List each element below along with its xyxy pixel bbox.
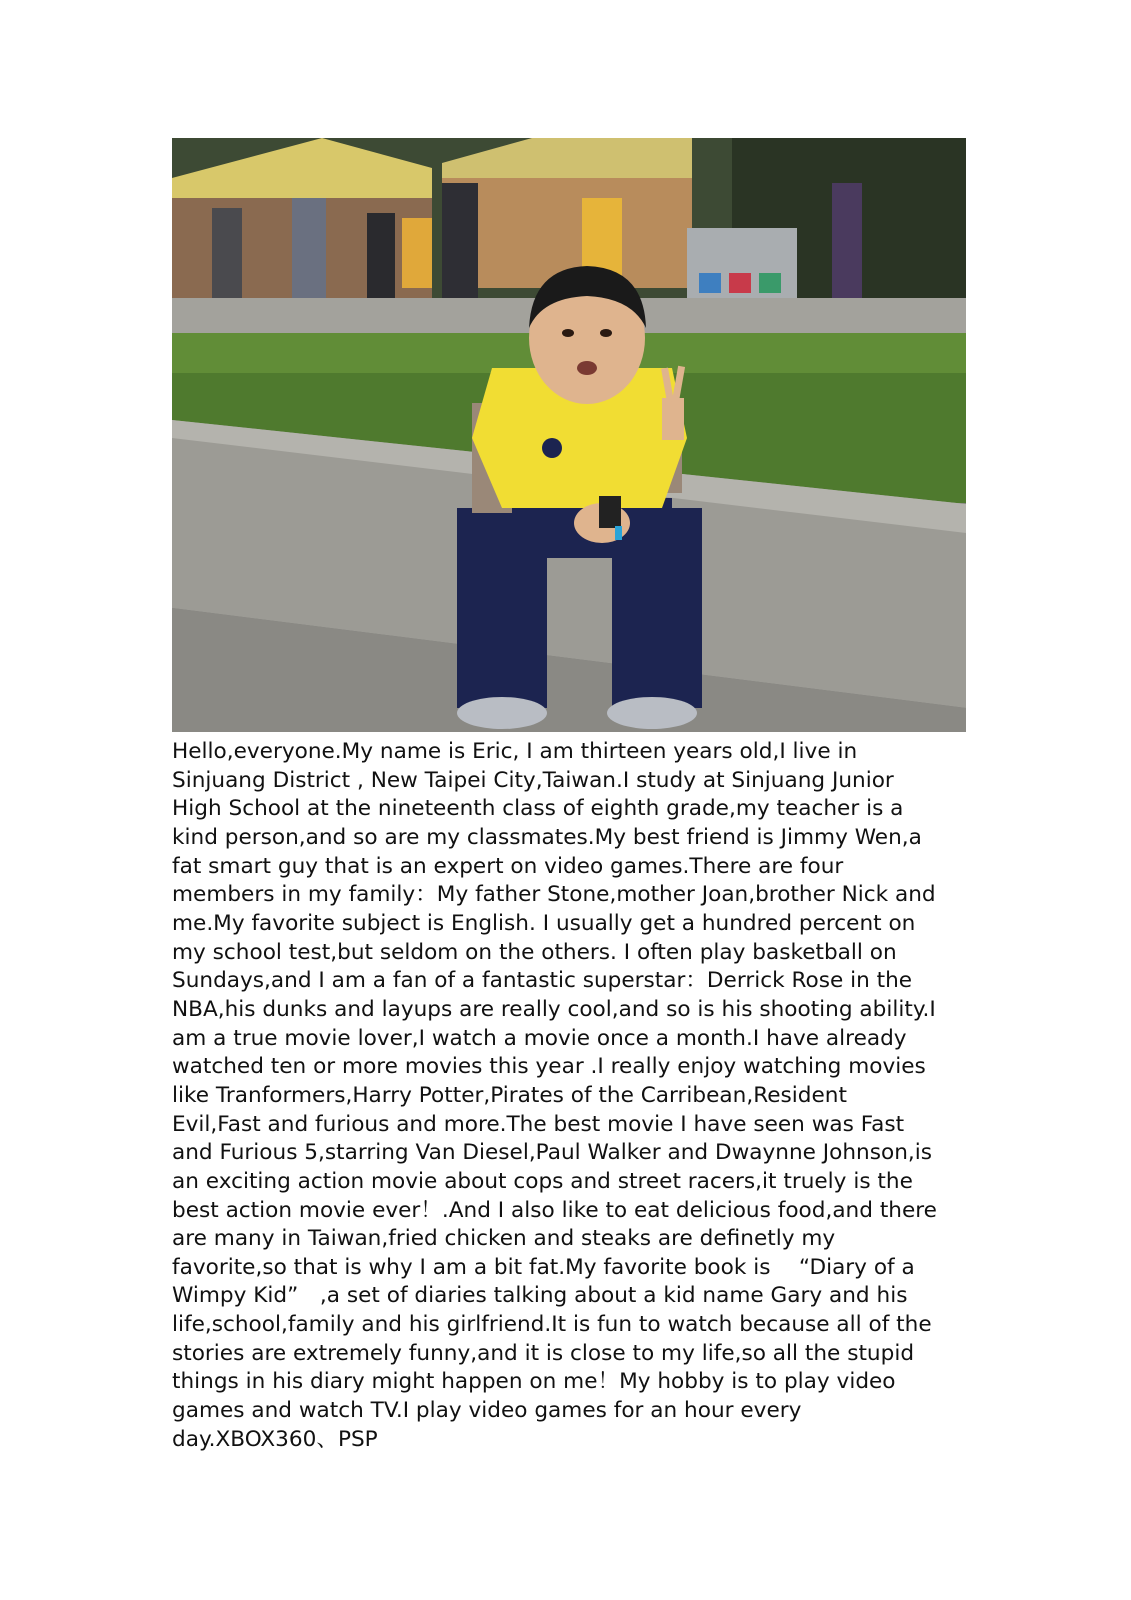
text-line: day.XBOX360、PSP — [172, 1426, 378, 1452]
photo-illustration — [172, 138, 966, 732]
text-line: am a true movie lover,I watch a movie once a month.I have already — [172, 1025, 907, 1051]
text-line: fat smart guy that is an expert on video games.There are four — [172, 853, 844, 879]
text-line: High School at the nineteenth class of eighth grade,my teacher is a — [172, 796, 904, 822]
text-line: games and watch TV.I play video games for an hour every — [172, 1398, 802, 1424]
text-line: stories are extremely funny,and it is close to my life,so all the stupid — [172, 1340, 915, 1366]
text-line: Hello,everyone.My name is Eric, I am thirteen years old,I live in — [172, 739, 858, 764]
text-line: watched ten or more movies this year .I really enjoy watching movies — [172, 1054, 926, 1080]
text-line: and Furious 5,starring Van Diesel,Paul Walker and Dwaynne Johnson,is — [172, 1140, 932, 1166]
text-line: like Tranformers,Harry Potter,Pirates of the Carribean,Resident — [172, 1082, 847, 1108]
boy-photo — [172, 138, 966, 732]
text-line: Sinjuang District , New Taipei City,Taiwan.I study at Sinjuang Junior — [172, 767, 894, 793]
text-line: me.My favorite subject is English. I usually get a hundred percent on — [172, 910, 916, 936]
text-line: members in my family：My father Stone,mother Joan,brother Nick and — [172, 882, 936, 908]
text-line: things in his diary might happen on me！My hobby is to play video — [172, 1369, 896, 1395]
text-line: NBA,his dunks and layups are really cool,and so is his shooting ability.I — [172, 996, 936, 1022]
text-line: favorite,so that is why I am a bit fat.My favorite book is “Diary of a — [172, 1254, 915, 1280]
text-line: are many in Taiwan,fried chicken and steaks are definetly my — [172, 1226, 836, 1252]
text-line: kind person,and so are my classmates.My best friend is Jimmy Wen,a — [172, 824, 922, 850]
text-line: Evil,Fast and furious and more.The best movie I have seen was Fast — [172, 1111, 905, 1137]
text-line: my school test,but seldom on the others. I often play basketball on — [172, 939, 897, 965]
text-line: Sundays,and I am a fan of a fantastic superstar：Derrick Rose in the — [172, 968, 913, 994]
text-line: best action movie ever！.And I also like to eat delicious food,and there — [172, 1197, 937, 1223]
text-line: life,school,family and his girlfriend.It is fun to watch because all of the — [172, 1312, 932, 1338]
text-line: Wimpy Kid” ,a set of diaries talking about a kid name Gary and his — [172, 1283, 908, 1309]
intro-paragraph — [172, 738, 972, 1454]
text-line: an exciting action movie about cops and street racers,it truely is the — [172, 1168, 913, 1194]
